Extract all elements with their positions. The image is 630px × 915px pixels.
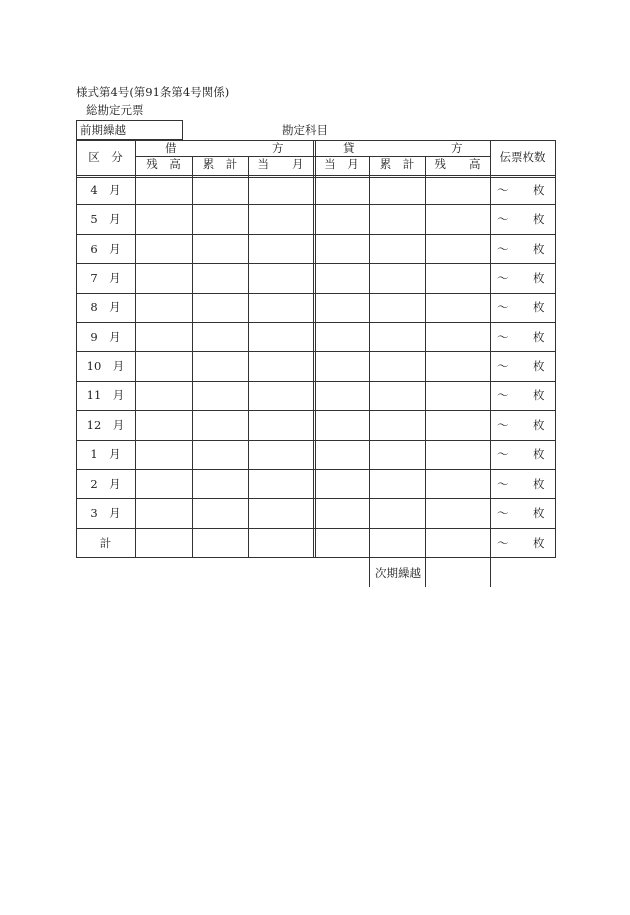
table-rule xyxy=(76,381,556,382)
amount-cell[interactable] xyxy=(371,443,423,466)
amount-cell[interactable] xyxy=(194,207,246,230)
amount-cell[interactable] xyxy=(194,325,246,348)
account-label: 勘定科目 xyxy=(282,123,328,137)
amount-cell[interactable] xyxy=(250,384,311,407)
table-rule xyxy=(135,140,136,558)
amount-cell[interactable] xyxy=(250,207,311,230)
voucher-unit: 枚 xyxy=(533,271,545,285)
table-rule xyxy=(555,140,556,558)
amount-cell[interactable] xyxy=(371,207,423,230)
amount-cell[interactable] xyxy=(315,207,367,230)
previous-balance-label: 前期繰越 xyxy=(80,123,126,137)
row-label: 7 月 xyxy=(90,271,121,285)
tilde-mark: 〜 xyxy=(497,359,509,373)
tilde-mark: 〜 xyxy=(497,506,509,520)
table-rule xyxy=(76,469,556,470)
debit-sub-month: 当 月 xyxy=(257,157,304,171)
tilde-mark: 〜 xyxy=(497,183,509,197)
table-rule xyxy=(490,140,491,558)
table-rule xyxy=(76,557,556,558)
next-balance-label: 次期繰越 xyxy=(375,566,421,580)
row-label: 計 xyxy=(99,536,112,550)
voucher-unit: 枚 xyxy=(533,388,545,402)
amount-cell[interactable] xyxy=(137,413,190,436)
voucher-count-label: 伝票枚数 xyxy=(499,150,546,164)
voucher-unit: 枚 xyxy=(533,330,545,344)
row-label: 3 月 xyxy=(90,506,121,520)
table-rule xyxy=(76,234,556,235)
amount-cell[interactable] xyxy=(427,501,488,524)
amount-cell[interactable] xyxy=(371,266,423,289)
credit-sub-cumulative: 累 計 xyxy=(379,157,415,171)
amount-cell[interactable] xyxy=(137,531,190,554)
table-rule xyxy=(76,351,556,352)
amount-cell[interactable] xyxy=(427,207,488,230)
amount-cell[interactable] xyxy=(427,443,488,466)
debit-sub-balance: 残 高 xyxy=(146,157,181,171)
form-id: 様式第4号(第91条第4号関係) xyxy=(76,85,230,99)
table-rule xyxy=(76,140,77,558)
amount-cell[interactable] xyxy=(137,266,190,289)
tilde-mark: 〜 xyxy=(497,418,509,432)
amount-cell[interactable] xyxy=(427,237,488,260)
table-rule xyxy=(76,528,556,529)
amount-cell[interactable] xyxy=(194,178,246,201)
tilde-mark: 〜 xyxy=(497,242,509,256)
form-title: 総勘定元票 xyxy=(86,103,144,117)
amount-cell[interactable] xyxy=(427,472,488,495)
table-rule xyxy=(313,140,314,558)
amount-cell[interactable] xyxy=(315,531,367,554)
table-rule xyxy=(369,557,370,587)
voucher-unit: 枚 xyxy=(533,418,545,432)
row-label: 8 月 xyxy=(90,300,121,314)
amount-cell[interactable] xyxy=(194,443,246,466)
amount-cell[interactable] xyxy=(315,472,367,495)
amount-cell[interactable] xyxy=(250,501,311,524)
amount-cell[interactable] xyxy=(250,354,311,377)
row-label: 4 月 xyxy=(90,183,121,197)
amount-cell[interactable] xyxy=(137,325,190,348)
row-label: 12 月 xyxy=(86,418,125,432)
amount-cell[interactable] xyxy=(194,384,246,407)
row-label: 5 月 xyxy=(90,212,121,226)
tilde-mark: 〜 xyxy=(497,212,509,226)
row-label: 9 月 xyxy=(90,330,121,344)
table-rule xyxy=(76,204,556,205)
amount-cell[interactable] xyxy=(137,384,190,407)
table-rule xyxy=(76,410,556,411)
amount-cell[interactable] xyxy=(250,237,311,260)
table-rule xyxy=(425,557,426,587)
debit-label-right: 方 xyxy=(272,141,284,155)
voucher-unit: 枚 xyxy=(533,447,545,461)
amount-cell[interactable] xyxy=(250,443,311,466)
amount-cell[interactable] xyxy=(315,413,367,436)
amount-cell[interactable] xyxy=(137,296,190,319)
amount-cell[interactable] xyxy=(194,501,246,524)
amount-cell[interactable] xyxy=(137,443,190,466)
table-rule xyxy=(76,293,556,294)
amount-cell[interactable] xyxy=(371,178,423,201)
amount-cell[interactable] xyxy=(315,266,367,289)
amount-cell[interactable] xyxy=(371,413,423,436)
amount-cell[interactable] xyxy=(194,413,246,436)
row-label: 6 月 xyxy=(90,242,121,256)
table-rule xyxy=(315,140,316,558)
amount-cell[interactable] xyxy=(315,501,367,524)
amount-cell[interactable] xyxy=(427,354,488,377)
table-rule xyxy=(76,498,556,499)
amount-cell[interactable] xyxy=(315,237,367,260)
amount-cell[interactable] xyxy=(315,178,367,201)
amount-cell[interactable] xyxy=(194,296,246,319)
table-rule xyxy=(76,322,556,323)
tilde-mark: 〜 xyxy=(497,330,509,344)
amount-cell[interactable] xyxy=(194,472,246,495)
amount-cell[interactable] xyxy=(250,266,311,289)
tilde-mark: 〜 xyxy=(497,536,509,550)
amount-cell[interactable] xyxy=(315,296,367,319)
amount-cell[interactable] xyxy=(427,266,488,289)
debit-sub-cumulative: 累 計 xyxy=(202,157,238,171)
amount-cell[interactable] xyxy=(250,472,311,495)
table-rule xyxy=(425,156,426,558)
amount-cell[interactable] xyxy=(427,384,488,407)
voucher-unit: 枚 xyxy=(533,300,545,314)
tilde-mark: 〜 xyxy=(497,271,509,285)
voucher-unit: 枚 xyxy=(533,477,545,491)
amount-cell[interactable] xyxy=(427,296,488,319)
voucher-unit: 枚 xyxy=(533,359,545,373)
amount-cell[interactable] xyxy=(137,501,190,524)
voucher-unit: 枚 xyxy=(533,536,545,550)
amount-cell[interactable] xyxy=(371,325,423,348)
amount-cell[interactable] xyxy=(194,531,246,554)
row-label: 10 月 xyxy=(86,359,125,373)
table-rule xyxy=(192,156,193,558)
amount-cell[interactable] xyxy=(427,178,488,201)
amount-cell[interactable] xyxy=(427,531,488,554)
amount-cell[interactable] xyxy=(137,237,190,260)
amount-cell[interactable] xyxy=(371,472,423,495)
row-label: 1 月 xyxy=(90,447,121,461)
table-rule xyxy=(369,156,370,558)
table-rule xyxy=(76,440,556,441)
amount-cell[interactable] xyxy=(315,384,367,407)
amount-cell[interactable] xyxy=(371,237,423,260)
credit-label-left: 貸 xyxy=(343,141,355,155)
amount-cell[interactable] xyxy=(315,325,367,348)
voucher-unit: 枚 xyxy=(533,212,545,226)
amount-cell[interactable] xyxy=(250,296,311,319)
voucher-unit: 枚 xyxy=(533,242,545,256)
amount-cell[interactable] xyxy=(371,384,423,407)
table-rule xyxy=(76,263,556,264)
credit-sub-balance: 残 高 xyxy=(434,157,481,171)
amount-cell[interactable] xyxy=(250,413,311,436)
amount-cell[interactable] xyxy=(250,325,311,348)
table-rule xyxy=(76,175,556,176)
amount-cell[interactable] xyxy=(137,354,190,377)
row-label: 2 月 xyxy=(90,477,121,491)
amount-cell[interactable] xyxy=(371,531,423,554)
amount-cell[interactable] xyxy=(137,207,190,230)
row-label: 11 月 xyxy=(86,388,125,402)
amount-cell[interactable] xyxy=(427,413,488,436)
amount-cell[interactable] xyxy=(137,178,190,201)
tilde-mark: 〜 xyxy=(497,388,509,402)
amount-cell[interactable] xyxy=(371,296,423,319)
amount-cell[interactable] xyxy=(250,178,311,201)
credit-label-right: 方 xyxy=(451,141,463,155)
tilde-mark: 〜 xyxy=(497,447,509,461)
amount-cell[interactable] xyxy=(194,354,246,377)
debit-label-left: 借 xyxy=(165,141,177,155)
amount-cell[interactable] xyxy=(250,531,311,554)
amount-cell[interactable] xyxy=(427,325,488,348)
table-rule xyxy=(490,557,491,587)
table-rule xyxy=(248,156,249,558)
section-label: 区 分 xyxy=(88,150,123,164)
amount-cell[interactable] xyxy=(315,443,367,466)
amount-cell[interactable] xyxy=(194,237,246,260)
amount-cell[interactable] xyxy=(194,266,246,289)
amount-cell[interactable] xyxy=(137,472,190,495)
amount-cell[interactable] xyxy=(315,354,367,377)
tilde-mark: 〜 xyxy=(497,477,509,491)
table-rule xyxy=(76,140,556,141)
credit-sub-month: 当 月 xyxy=(324,157,359,171)
tilde-mark: 〜 xyxy=(497,300,509,314)
amount-cell[interactable] xyxy=(371,354,423,377)
amount-cell[interactable] xyxy=(371,501,423,524)
voucher-unit: 枚 xyxy=(533,506,545,520)
voucher-unit: 枚 xyxy=(533,183,545,197)
